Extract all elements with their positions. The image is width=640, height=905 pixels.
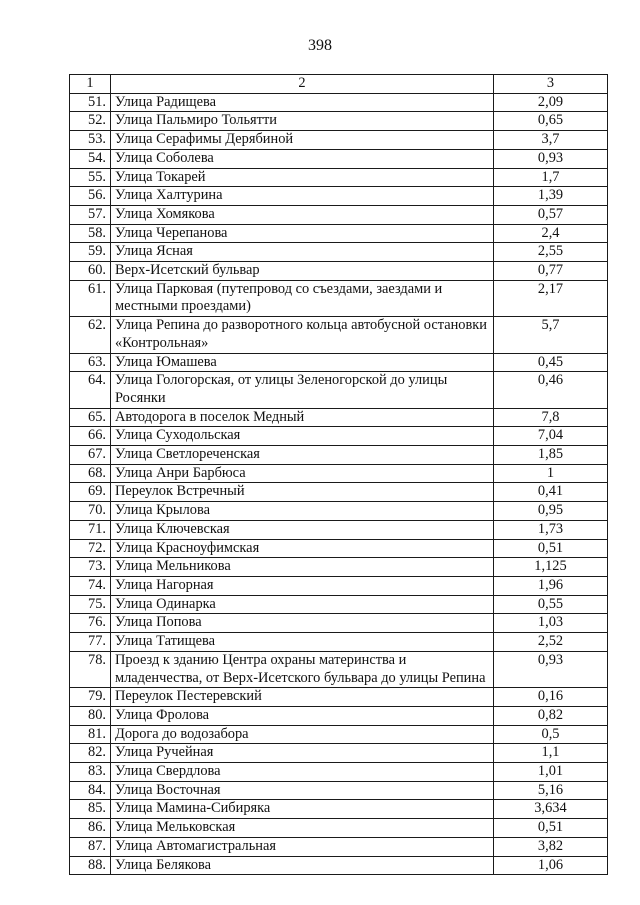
row-number: 60. [70, 262, 111, 281]
row-number: 88. [70, 856, 111, 875]
table-row [70, 224, 608, 243]
row-number: 81. [70, 725, 111, 744]
row-number: 76. [70, 614, 111, 633]
page-number: 398 [308, 37, 332, 54]
table-row [70, 464, 608, 483]
road-name: Переулок Встречный [111, 483, 494, 502]
table-body [70, 93, 608, 875]
road-value: 1,7 [494, 168, 608, 187]
row-number: 71. [70, 520, 111, 539]
table-row [70, 819, 608, 838]
road-value: 0,95 [494, 502, 608, 521]
row-number: 56. [70, 187, 111, 206]
row-number: 64. [70, 372, 111, 408]
road-name: Улица Фролова [111, 706, 494, 725]
road-name: Улица Юмашева [111, 353, 494, 372]
table-row [70, 595, 608, 614]
road-name: Улица Нагорная [111, 576, 494, 595]
table-row [70, 725, 608, 744]
table-row [70, 187, 608, 206]
road-name: Улица Красноуфимская [111, 539, 494, 558]
road-name: Улица Анри Барбюса [111, 464, 494, 483]
road-name: Улица Свердлова [111, 763, 494, 782]
road-value: 1,03 [494, 614, 608, 633]
road-name: Дорога до водозабора [111, 725, 494, 744]
road-value: 1,06 [494, 856, 608, 875]
table-row [70, 763, 608, 782]
road-value: 7,04 [494, 427, 608, 446]
road-name: Улица Хомякова [111, 205, 494, 224]
table-row [70, 502, 608, 521]
row-number: 51. [70, 93, 111, 112]
row-number: 59. [70, 243, 111, 262]
row-number: 54. [70, 149, 111, 168]
road-name: Улица Токарей [111, 168, 494, 187]
row-number: 79. [70, 688, 111, 707]
road-name: Улица Мельковская [111, 819, 494, 838]
table-row [70, 483, 608, 502]
road-name: Улица Мельникова [111, 558, 494, 577]
road-name: Улица Ключевская [111, 520, 494, 539]
road-name: Переулок Пестеревский [111, 688, 494, 707]
row-number: 58. [70, 224, 111, 243]
road-name: Улица Халтурина [111, 187, 494, 206]
row-number: 80. [70, 706, 111, 725]
table-row [70, 688, 608, 707]
road-value: 0,65 [494, 112, 608, 131]
road-name: Верх-Исетский бульвар [111, 262, 494, 281]
table-row [70, 520, 608, 539]
road-name: Улица Белякова [111, 856, 494, 875]
road-name: Улица Восточная [111, 781, 494, 800]
column-header-name: 2 [111, 75, 494, 94]
table-row [70, 93, 608, 112]
table-row [70, 149, 608, 168]
road-value: 2,17 [494, 280, 608, 316]
road-value: 0,45 [494, 353, 608, 372]
table-row [70, 372, 608, 408]
table-row [70, 131, 608, 150]
row-number: 73. [70, 558, 111, 577]
road-name: Улица Ясная [111, 243, 494, 262]
table-row [70, 262, 608, 281]
road-value: 0,93 [494, 651, 608, 687]
road-value: 7,8 [494, 408, 608, 427]
road-value: 1,96 [494, 576, 608, 595]
row-number: 87. [70, 837, 111, 856]
road-name: Улица Мамина-Сибиряка [111, 800, 494, 819]
table-row [70, 243, 608, 262]
road-value: 1,1 [494, 744, 608, 763]
table-row [70, 800, 608, 819]
column-header-value: 3 [494, 75, 608, 94]
table-row [70, 446, 608, 465]
road-name: Улица Светлореченская [111, 446, 494, 465]
table-row [70, 781, 608, 800]
table-row [70, 837, 608, 856]
road-value: 1 [494, 464, 608, 483]
row-number: 53. [70, 131, 111, 150]
road-name: Улица Соболева [111, 149, 494, 168]
row-number: 75. [70, 595, 111, 614]
row-number: 83. [70, 763, 111, 782]
road-value: 2,09 [494, 93, 608, 112]
road-value: 3,7 [494, 131, 608, 150]
table-row [70, 280, 608, 316]
row-number: 69. [70, 483, 111, 502]
row-number: 72. [70, 539, 111, 558]
table-row [70, 317, 608, 353]
table-row [70, 614, 608, 633]
road-value: 2,55 [494, 243, 608, 262]
road-value: 0,5 [494, 725, 608, 744]
row-number: 70. [70, 502, 111, 521]
row-number: 67. [70, 446, 111, 465]
road-name: Улица Черепанова [111, 224, 494, 243]
road-name: Улица Крылова [111, 502, 494, 521]
road-value: 0,82 [494, 706, 608, 725]
road-name: Автодорога в поселок Медный [111, 408, 494, 427]
row-number: 77. [70, 633, 111, 652]
table-row [70, 353, 608, 372]
road-value: 0,93 [494, 149, 608, 168]
road-name: Улица Ручейная [111, 744, 494, 763]
row-number: 62. [70, 317, 111, 353]
road-name: Улица Одинарка [111, 595, 494, 614]
road-name: Улица Гологорская, от улицы Зеленогорской до улицы Росянки [111, 372, 494, 408]
table-row [70, 744, 608, 763]
table-row [70, 539, 608, 558]
road-value: 1,39 [494, 187, 608, 206]
road-name: Улица Пальмиро Тольятти [111, 112, 494, 131]
road-value: 1,73 [494, 520, 608, 539]
table-row [70, 558, 608, 577]
road-value: 0,51 [494, 539, 608, 558]
table-row [70, 576, 608, 595]
table-row [70, 706, 608, 725]
row-number: 84. [70, 781, 111, 800]
road-value: 0,55 [494, 595, 608, 614]
road-name: Проезд к зданию Центра охраны материнства и младенчества, от Верх-Исетского бульвара до улицы Репина [111, 651, 494, 687]
table-row [70, 112, 608, 131]
road-value: 0,51 [494, 819, 608, 838]
column-header-number: 1 [70, 75, 111, 94]
table-row [70, 633, 608, 652]
road-value: 3,634 [494, 800, 608, 819]
row-number: 86. [70, 819, 111, 838]
road-name: Улица Суходольская [111, 427, 494, 446]
road-value: 5,16 [494, 781, 608, 800]
road-name: Улица Попова [111, 614, 494, 633]
table-row [70, 205, 608, 224]
road-value: 2,4 [494, 224, 608, 243]
row-number: 78. [70, 651, 111, 687]
row-number: 55. [70, 168, 111, 187]
row-number: 82. [70, 744, 111, 763]
road-table [69, 74, 608, 875]
road-value: 2,52 [494, 633, 608, 652]
table-header-row [70, 75, 608, 94]
road-value: 1,125 [494, 558, 608, 577]
road-name: Улица Автомагистральная [111, 837, 494, 856]
table-row [70, 856, 608, 875]
road-value: 0,16 [494, 688, 608, 707]
row-number: 66. [70, 427, 111, 446]
row-number: 74. [70, 576, 111, 595]
road-value: 1,85 [494, 446, 608, 465]
road-value: 0,57 [494, 205, 608, 224]
row-number: 61. [70, 280, 111, 316]
row-number: 68. [70, 464, 111, 483]
table-row [70, 168, 608, 187]
road-name: Улица Парковая (путепровод со съездами, заездами и местными проездами) [111, 280, 494, 316]
row-number: 52. [70, 112, 111, 131]
table-row [70, 427, 608, 446]
road-name: Улица Радищева [111, 93, 494, 112]
road-value: 3,82 [494, 837, 608, 856]
table-row [70, 651, 608, 687]
road-value: 1,01 [494, 763, 608, 782]
road-value: 0,77 [494, 262, 608, 281]
row-number: 63. [70, 353, 111, 372]
road-value: 0,46 [494, 372, 608, 408]
row-number: 57. [70, 205, 111, 224]
road-name: Улица Татищева [111, 633, 494, 652]
table-row [70, 408, 608, 427]
road-value: 5,7 [494, 317, 608, 353]
row-number: 65. [70, 408, 111, 427]
road-name: Улица Серафимы Дерябиной [111, 131, 494, 150]
row-number: 85. [70, 800, 111, 819]
road-value: 0,41 [494, 483, 608, 502]
road-name: Улица Репина до разворотного кольца автобусной остановки «Контрольная» [111, 317, 494, 353]
